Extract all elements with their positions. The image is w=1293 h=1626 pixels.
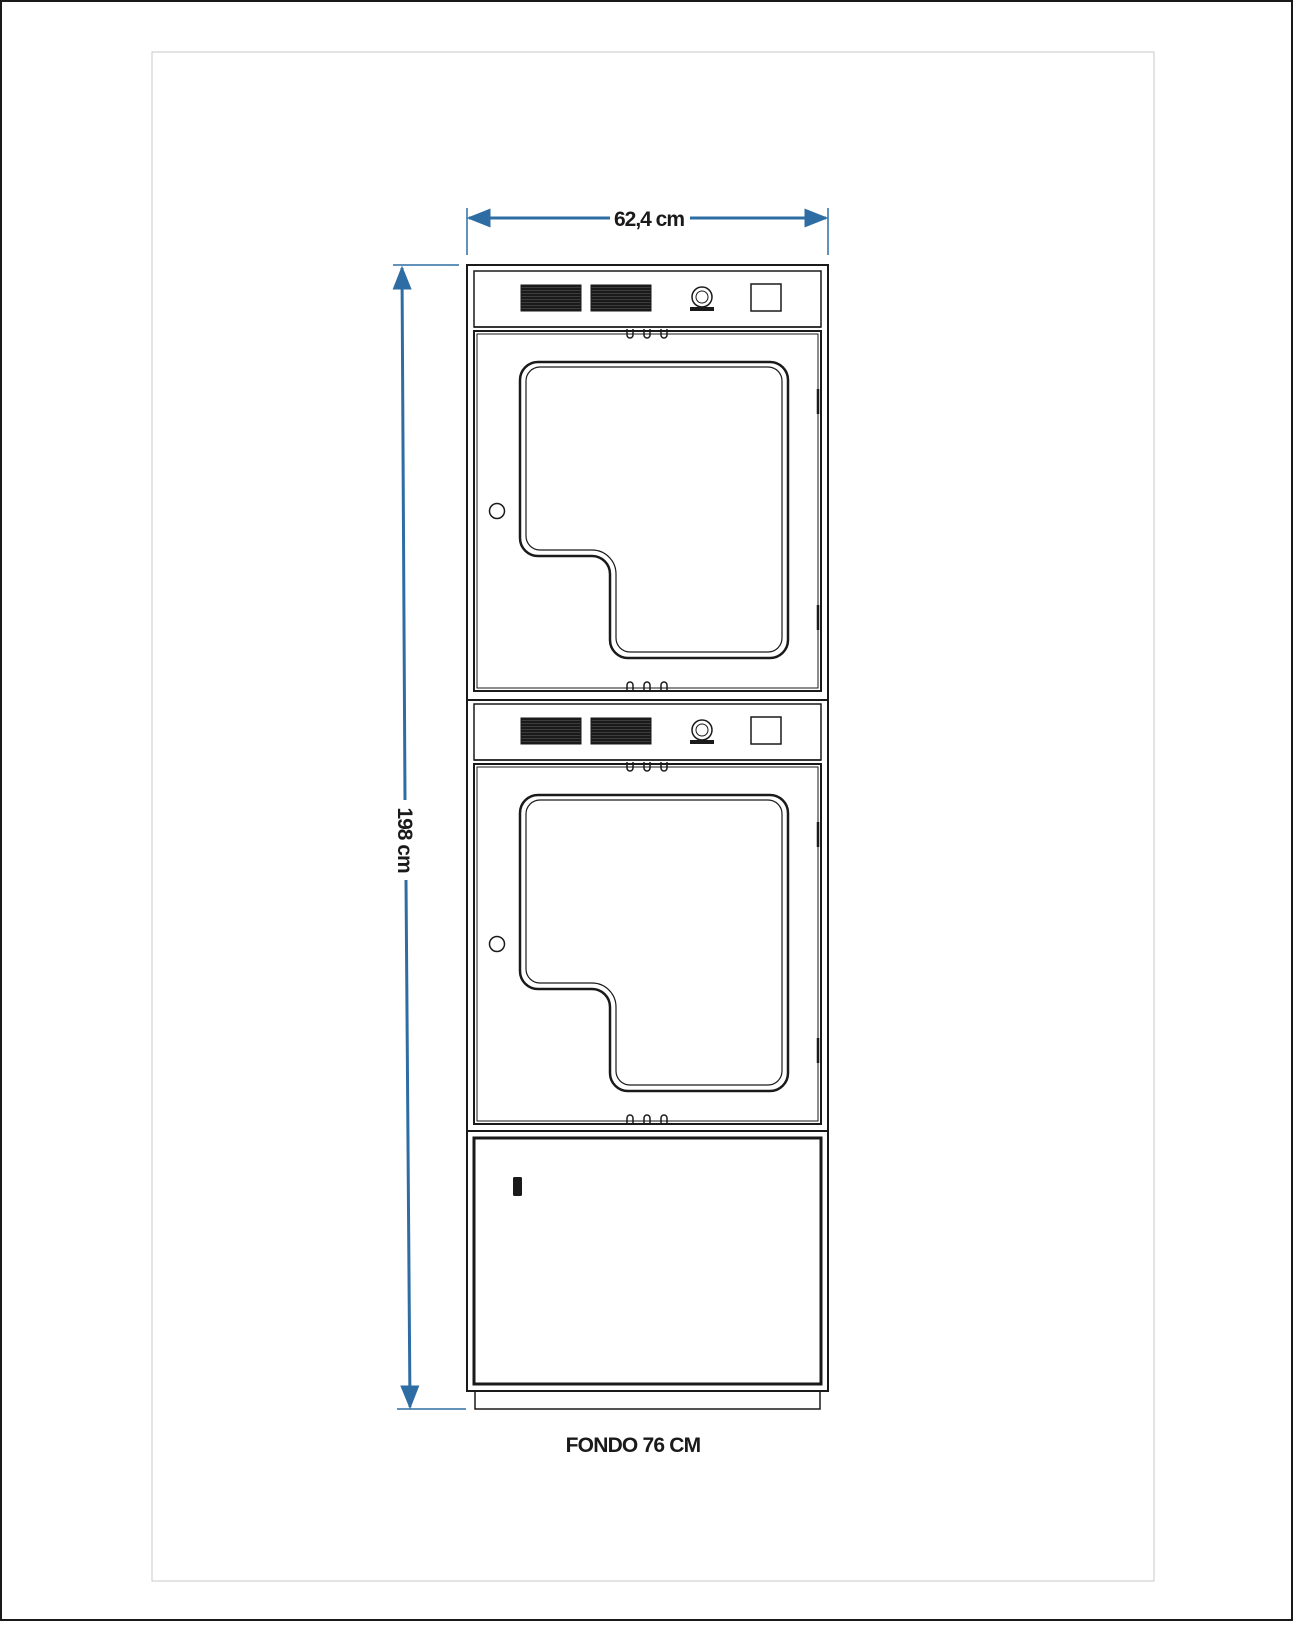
display-panel <box>521 285 581 311</box>
width-label: 62,4 cm <box>613 208 685 231</box>
cabinet-handle <box>513 1177 522 1196</box>
height-label: 198 cm <box>393 807 416 873</box>
display-panel <box>521 718 581 744</box>
display-panel <box>591 718 651 744</box>
display-panel <box>591 285 651 311</box>
depth-label: FONDO 76 CM <box>565 1434 701 1457</box>
page-border <box>1 1 1292 1620</box>
